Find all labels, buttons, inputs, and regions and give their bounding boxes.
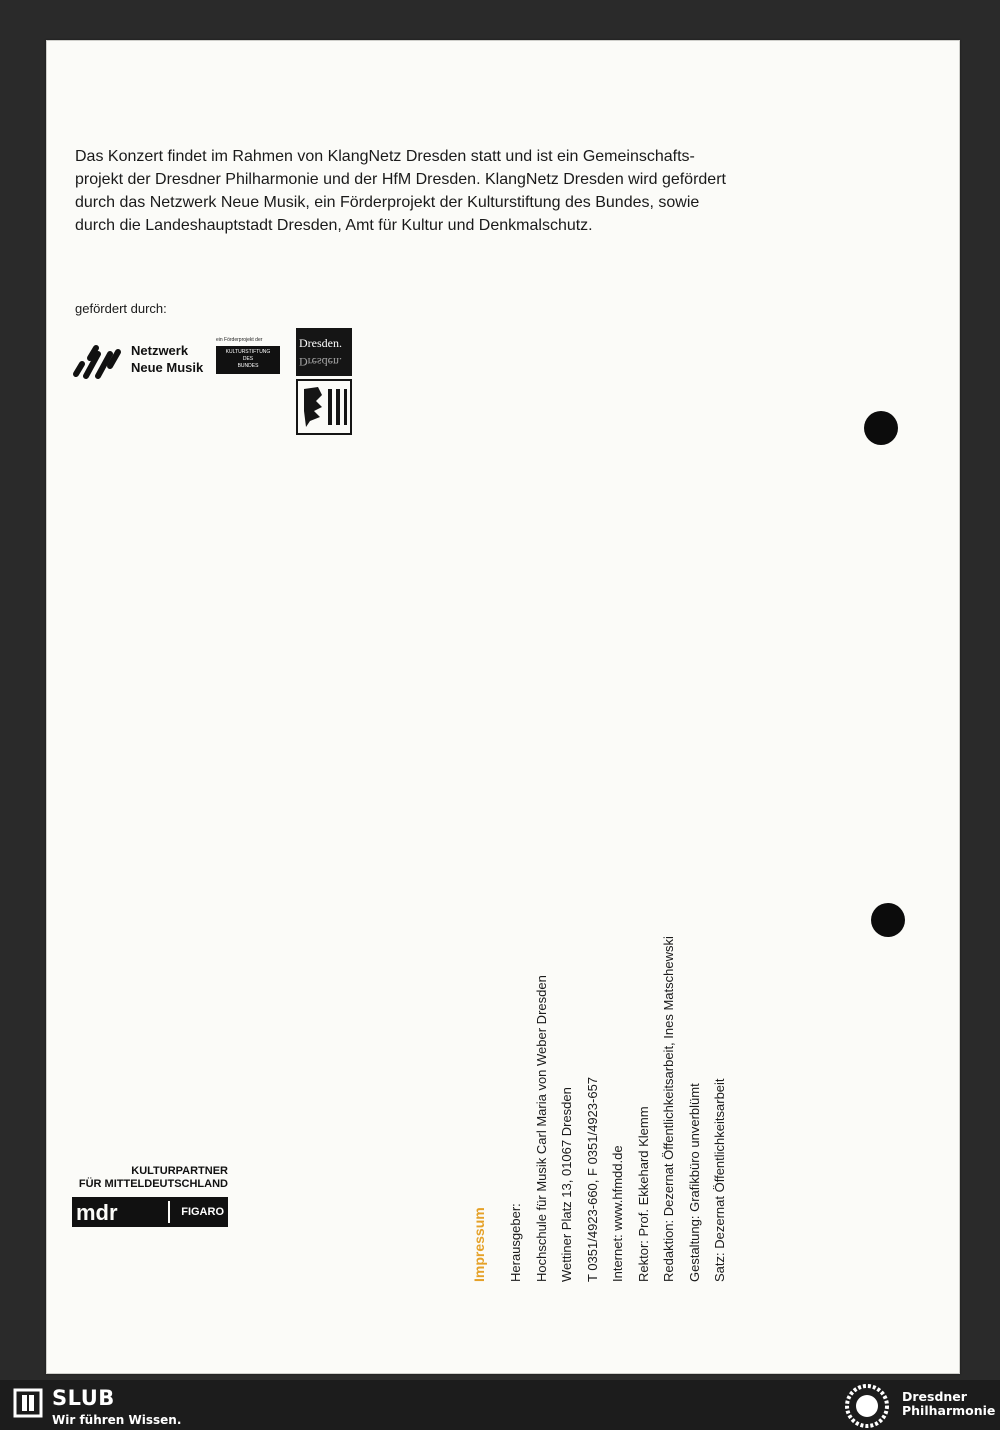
intro-line: durch das Netzwerk Neue Musik, ein Förderprojekt der Kulturstiftung des Bundes, sowie xyxy=(75,194,700,211)
slub-tagline: Wir führen Wissen. xyxy=(52,1413,182,1427)
netzwerk-neue-musik-logo xyxy=(70,340,220,380)
lion-crest-icon xyxy=(298,381,350,433)
dresdner-philharmonie-text xyxy=(902,1390,995,1418)
punch-hole-bottom xyxy=(871,903,905,937)
mdr-logo-icon xyxy=(72,1197,166,1227)
impressum-line: Satz: Dezernat Öffentlichkeitsarbeit xyxy=(712,1078,727,1282)
mdr-figaro-logo xyxy=(72,1165,232,1245)
impressum-line: Redaktion: Dezernat Öffentlichkeitsarbeit, Ines Matschewski xyxy=(661,936,676,1282)
netzwerk-neue-musik-icon xyxy=(70,340,128,380)
nnm-line1: Netzwerk xyxy=(131,343,189,358)
intro-line: durch die Landeshauptstadt Dresden, Amt für Kultur und Denkmalschutz. xyxy=(75,217,593,234)
slub-name: SLUB xyxy=(52,1386,115,1410)
impressum-line: Gestaltung: Grafikbüro unverblümt xyxy=(686,1083,702,1282)
figaro-text: FIGARO xyxy=(181,1206,224,1218)
dresden-crest xyxy=(296,379,352,435)
impressum-line: T 0351/4923-660, F 0351/4923-657 xyxy=(584,1076,600,1282)
impressum-block xyxy=(455,922,755,1282)
impressum-line: Herausgeber: xyxy=(508,1203,523,1282)
dresden-city-logo xyxy=(296,328,354,438)
orchestra-line2: Philharmonie xyxy=(902,1403,996,1418)
kulturpartner-line1: KULTURPARTNER xyxy=(131,1165,228,1177)
orchestra-line1: Dresdner xyxy=(902,1389,967,1404)
netzwerk-neue-musik-text xyxy=(131,342,203,376)
nnm-line2: Neue Musik xyxy=(131,360,204,375)
ks-line3: BUNDES xyxy=(237,363,259,369)
impressum-line: Rektor: Prof. Ekkehard Klemm xyxy=(635,1106,651,1282)
ks-line1: KULTURSTIFTUNG xyxy=(225,349,271,355)
impressum-line: Hochschule für Musik Carl Maria von Weber Dresden xyxy=(533,975,549,1282)
intro-line: projekt der Dresdner Philharmonie und der HfM Dresden. KlangNetz Dresden wird gefördert xyxy=(75,171,726,188)
viewer-footer xyxy=(0,1380,1000,1430)
kulturstiftung-box xyxy=(216,346,280,374)
mdr-bar xyxy=(72,1197,228,1227)
dresdner-philharmonie-icon xyxy=(842,1383,892,1429)
impressum-line: Internet: www.hfmdd.de xyxy=(610,1145,625,1282)
funded-by-label: gefördert durch: xyxy=(75,301,167,316)
kulturpartner-title xyxy=(72,1165,228,1191)
kulturpartner-line2: FÜR MITTELDEUTSCHLAND xyxy=(78,1178,228,1190)
mdr-separator xyxy=(168,1201,170,1223)
mdr-logo-text: mdr xyxy=(76,1200,118,1225)
ks-line2: DES xyxy=(242,356,254,362)
dresden-text: Dresden. xyxy=(299,336,342,350)
intro-line: Das Konzert findet im Rahmen von KlangNetz Dresden statt und ist ein Gemeinschafts- xyxy=(75,148,695,165)
kulturstiftung-logo xyxy=(216,337,292,375)
punch-hole-top xyxy=(864,411,898,445)
intro-paragraph xyxy=(75,145,835,237)
slub-logo-icon xyxy=(13,1388,43,1418)
dresden-wordmark xyxy=(296,328,352,376)
impressum-title: Impressum xyxy=(471,1207,487,1282)
kulturstiftung-small-text: ein Förderprojekt der xyxy=(216,337,263,343)
dresden-mirror-text: Dresden. xyxy=(299,355,342,369)
impressum-line: Wettiner Platz 13, 01067 Dresden xyxy=(559,1087,574,1282)
